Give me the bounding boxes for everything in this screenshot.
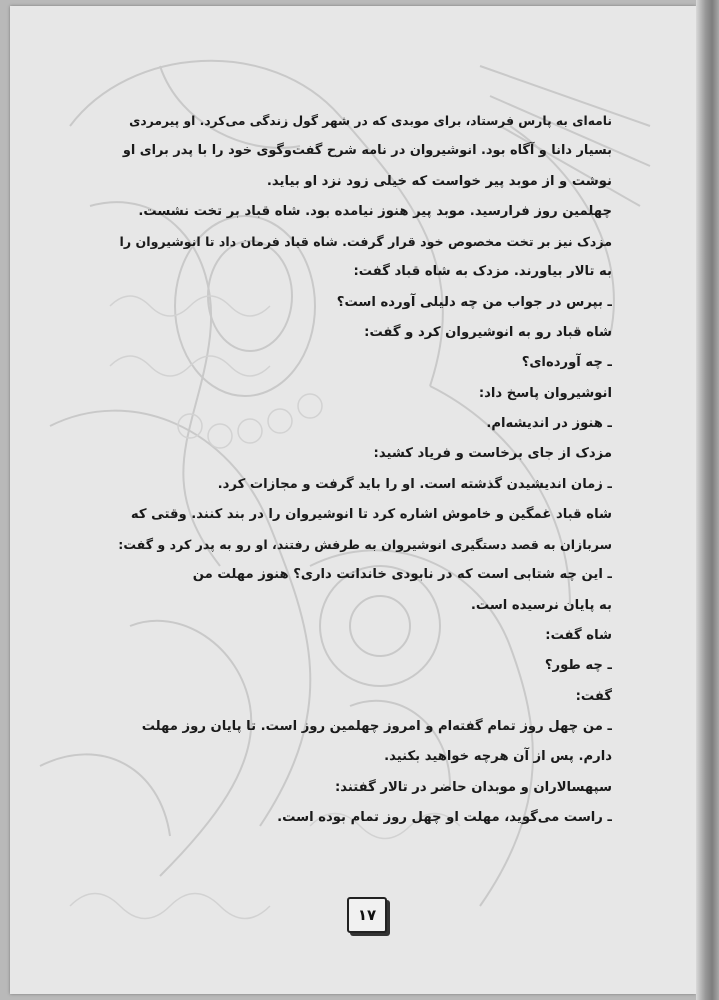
- text-line: ـ چه طور؟: [544, 658, 612, 674]
- text-line: نوشت و از موبد پیر خواست که خیلی زود نزد او بیاید.: [266, 173, 612, 189]
- text-line: ـ چه آورده‌ای؟: [521, 355, 612, 371]
- text-line: ـ بپرس در جواب من چه دلیلی آورده است؟: [336, 294, 612, 310]
- text-line: ـ این چه شتابی است که در نابودی خاندانت داری؟ هنوز مهلت من: [192, 567, 612, 583]
- text-line: ـ زمان اندیشیدن گذشته است. او را باید گرفت و مجازات کرد.: [217, 476, 612, 492]
- book-edge: [696, 0, 719, 1000]
- text-line: نامه‌ای به پارس فرستاد، برای موبدی که در شهر گول زندگی می‌کرد. او پیرمردی: [129, 114, 612, 128]
- story-text: [118, 106, 612, 833]
- text-line: بسیار دانا و آگاه بود. انوشیروان در نامه شرح گفت‌وگوی خود را با پدر برای او: [122, 143, 612, 159]
- text-line: به تالار بیاورند. مزدک به شاه قباد گفت:: [353, 264, 612, 280]
- book-page: [10, 6, 696, 994]
- text-line: ـ هنوز در اندیشه‌ام.: [486, 415, 612, 431]
- text-line: دارم. پس از آن هرچه خواهید بکنید.: [384, 749, 612, 765]
- text-line: شاه قباد رو به انوشیروان کرد و گفت:: [364, 325, 612, 341]
- text-line: گفت:: [575, 688, 612, 704]
- text-line: سپهسالاران و موبدان حاضر در تالار گفتند:: [334, 779, 612, 795]
- text-line: شاه گفت:: [545, 628, 612, 644]
- page-number: ۱۷: [347, 897, 387, 933]
- text-line: ـ من چهل روز تمام گفته‌ام و امروز چهلمین روز است. تا پایان روز مهلت: [141, 718, 612, 734]
- text-line: چهلمین روز فرارسید. موبد پیر هنوز نیامده بود. شاه قباد بر تخت نشست.: [138, 203, 612, 219]
- text-line: مزدک نیز بر تخت مخصوص خود قرار گرفت. شاه قباد فرمان داد تا انوشیروان را: [119, 234, 612, 250]
- text-line: سربازان به قصد دستگیری انوشیروان به طرفش رفتند، او رو به پدر کرد و گفت:: [118, 537, 612, 553]
- text-line: شاه قباد غمگین و خاموش اشاره کرد تا انوشیروان را در بند کنند. وقتی که: [130, 506, 612, 522]
- text-line: به پایان نرسیده است.: [470, 597, 612, 613]
- text-line: ـ راست می‌گوید، مهلت او چهل روز تمام بوده است.: [277, 809, 612, 825]
- text-line: انوشیروان پاسخ داد:: [478, 385, 612, 401]
- text-line: مزدک از جای برخاست و فریاد کشید:: [373, 446, 612, 462]
